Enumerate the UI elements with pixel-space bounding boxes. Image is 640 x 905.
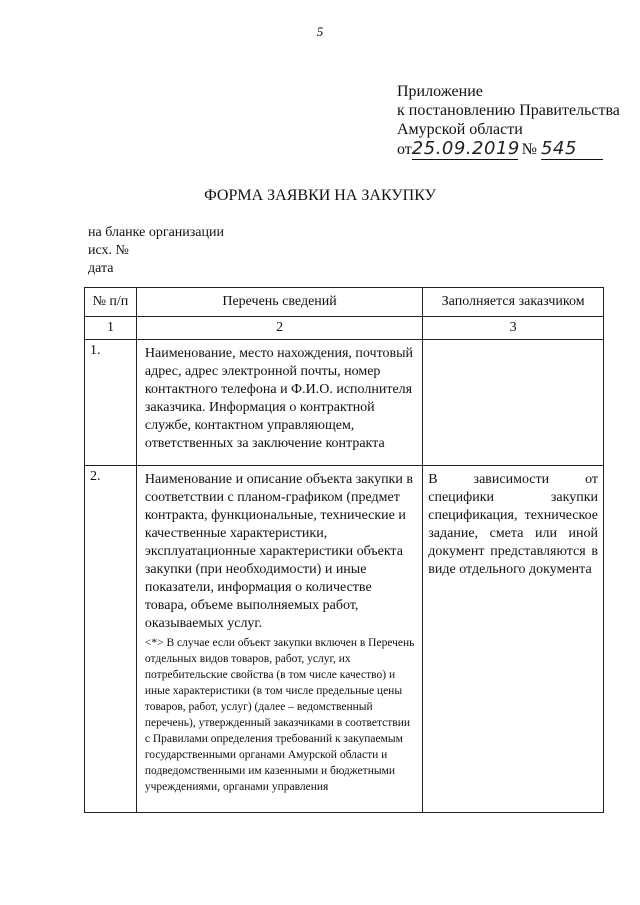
- column-number: 2: [136, 317, 422, 340]
- date-field: [412, 139, 518, 160]
- row-number: 1.: [85, 340, 137, 466]
- row-number: 2.: [85, 466, 137, 813]
- table-row: [85, 340, 604, 466]
- row-info-text: Наименование, место нахождения, почтовый адрес, адрес электронной почты, номер контактного телефона и Ф.И.О. исполнителя заказчика. Информация о контрактной службе, контактном управляющем, ответственных за заключение контракта: [144, 346, 414, 451]
- outgoing-number-line: исх. №: [88, 243, 129, 258]
- letterhead-line: на бланке организации: [88, 225, 225, 240]
- row-info-text: Наименование и описание объекта закупки в соответствии с планом-графиком (предмет контракта, функциональные, технические и качественные характеристики, эксплуатационные характеристики объекта закупки (при необходимости) и иные показатели, информация о количестве товара, объеме выполняемых работ, оказываемых услуг.: [144, 472, 413, 631]
- date-line: дата: [88, 261, 114, 276]
- date-value: 25.09.2019: [411, 138, 520, 159]
- header-filled-by-customer: Заполняется заказчиком: [423, 288, 604, 317]
- appendix-line-3: Амурской области: [397, 121, 523, 138]
- row-info: [136, 466, 422, 813]
- appendix-block: [397, 82, 620, 160]
- page-number: 5: [316, 24, 324, 39]
- number-value: 545: [541, 138, 577, 159]
- row-filled: [423, 466, 604, 813]
- column-number: 3: [423, 317, 604, 340]
- appendix-date-line: [397, 139, 620, 160]
- letterhead-block: [88, 224, 224, 278]
- table-header-row: [85, 288, 604, 317]
- form-title: ФОРМА ЗАЯВКИ НА ЗАКУПКУ: [204, 187, 436, 204]
- header-info-list: Перечень сведений: [136, 288, 422, 317]
- header-number: № п/п: [85, 288, 137, 317]
- row-filled: [423, 340, 604, 466]
- number-prefix: №: [521, 141, 538, 158]
- row-filled-text: В зависимости от специфики закупки спецификация, техническое задание, смета или иной документ представляются в виде отдельного документа: [428, 472, 598, 577]
- number-field: [541, 139, 603, 160]
- appendix-line-1: Приложение: [397, 83, 483, 100]
- row-info: [136, 340, 422, 466]
- table-row: [85, 466, 604, 813]
- row-footnote: <*> В случае если объект закупки включен в Перечень отдельных видов товаров, работ, услуг, их потребительские свойства (в том числе качество) и иные характеристики (в том числе предельные цены товаров, работ, услуг) (далее – ведомственный перечень), утвержденный заказчиками в соответствии с Правилами определения требований к закупаемым государственными органами Амурской области и подведомственными им казенными и бюджетными учреждениями, органами управления: [144, 637, 415, 793]
- date-prefix: от: [397, 141, 412, 158]
- column-number: 1: [85, 317, 137, 340]
- appendix-line-2: к постановлению Правительства: [397, 102, 620, 119]
- column-number-row: [85, 317, 604, 340]
- request-form-table: [84, 287, 604, 813]
